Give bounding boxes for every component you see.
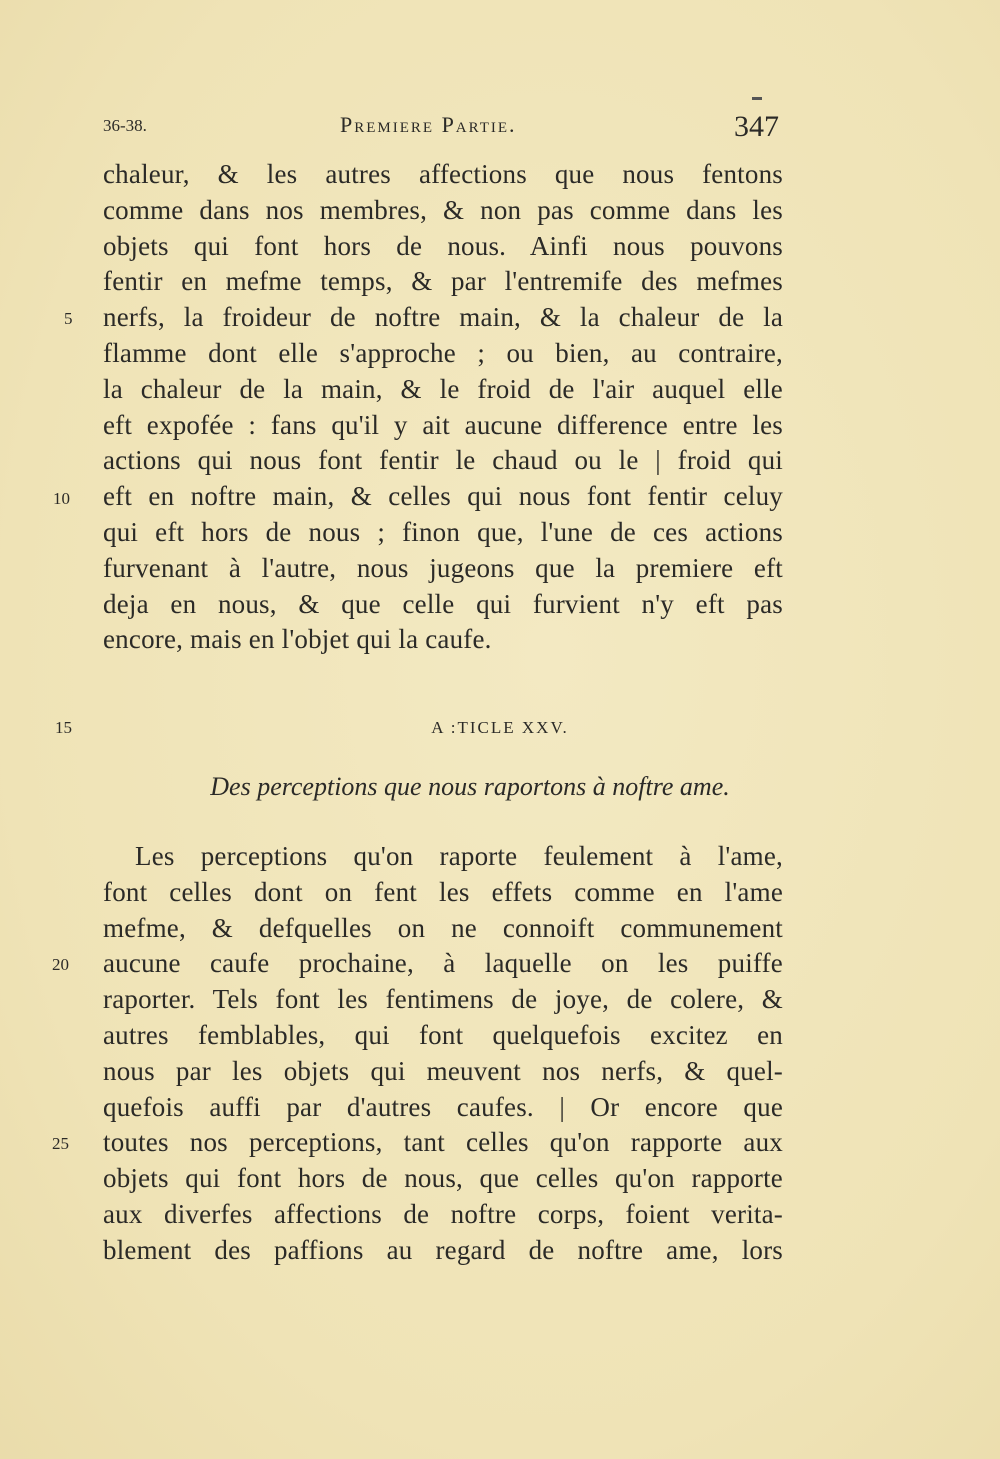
text-line: blement des paffions au regard de noftre ame, lors [103,1234,783,1265]
text-line: aucune caufe prochaine, à laquelle on les puiffe [103,948,783,979]
text-line: aux diverfes affections de noftre corps, foient verita- [103,1198,783,1229]
page-header [0,112,1000,152]
line-number-25: 25 [52,1134,69,1153]
text-line: flamme dont elle s'approche ; ou bien, au contraire, [103,337,783,368]
text-line: objets qui font hors de nous. Ainfi nous pouvons [103,230,783,261]
section-range: 36-38. [103,116,147,135]
text-line: actions qui nous font fentir le chaud ou le | froid qui [103,445,783,476]
text-line: encore, mais en l'objet qui la caufe. [103,624,492,655]
paragraph-1 [103,157,783,658]
line-number-20: 20 [52,955,69,974]
line-number-15: 15 [55,718,72,737]
article-heading: A :TICLE XXV. [431,718,569,737]
running-title: Premiere Partie. [340,112,517,137]
text-line: nerfs, la froideur de noftre main, & la chaleur de la [103,302,783,333]
article-subtitle: Des perceptions que nous raportons à noftre ame. [210,772,730,801]
text-line: fentir en mefme temps, & par l'entremife des mefmes [103,266,783,297]
text-line: autres femblables, qui font quelquefois excitez en [103,1019,783,1050]
text-line: quefois auffi par d'autres caufes. | Or encore que [103,1091,783,1122]
text-line: font celles dont on fent les effets comme en l'ame [103,876,783,907]
text-line: toutes nos perceptions, tant celles qu'on rapporte aux [103,1127,783,1158]
text-line: eft en noftre main, & celles qui nous font fentir celuy [103,481,783,512]
speck-mark: ▬ [752,92,762,103]
line-number-10: 10 [53,489,70,508]
text-line: eft expofée : fans qu'il y ait aucune difference entre les [103,409,783,440]
text-line: chaleur, & les autres affections que nous fentons [103,159,783,189]
text-line: raporter. Tels font les fentimens de joye, de colere, & [103,984,783,1015]
text-line: objets qui font hors de nous, que celles qu'on rapporte [103,1163,783,1194]
line-number-5: 5 [64,309,73,328]
text-line: la chaleur de la main, & le froid de l'air auquel elle [103,373,783,404]
text-line: Les perceptions qu'on raporte feulement à l'ame, [135,841,783,871]
text-line: furvenant à l'autre, nous jugeons que la premiere eft [103,552,783,583]
text-line: qui eft hors de nous ; finon que, l'une de ces actions [103,516,783,547]
paragraph-2 [103,839,783,1269]
page-number: 347 [734,110,779,143]
text-line: mefme, & defquelles on ne connoift communement [103,912,783,943]
text-line: deja en nous, & que celle qui furvient n'y eft pas [103,588,783,619]
text-line: comme dans nos membres, & non pas comme dans les [103,194,783,225]
text-line: nous par les objets qui meuvent nos nerfs, & quel- [103,1055,783,1086]
